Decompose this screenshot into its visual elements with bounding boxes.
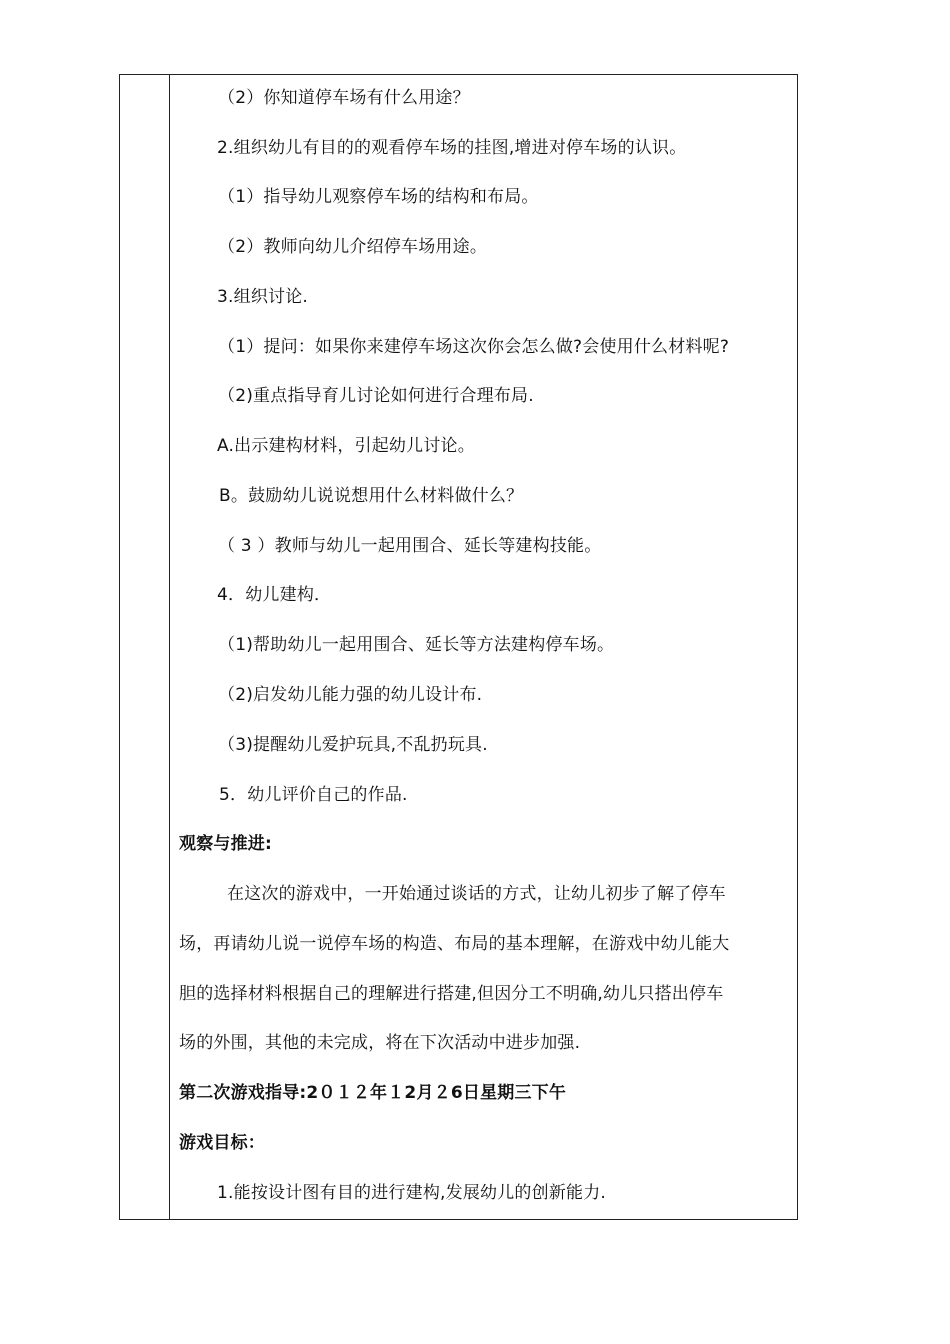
text-line: （3)提醒幼儿爱护玩具,不乱扔玩具.	[218, 735, 488, 755]
text-line: （2）教师向幼儿介绍停车场用途。	[218, 237, 488, 257]
text-line: B。鼓励幼儿说说想用什么材料做什么？	[219, 486, 524, 506]
text-line: （1）提问：如果你来建停车场这次你会怎么做?会使用什么材料呢?	[218, 337, 730, 357]
section-heading: 观察与推进:	[179, 834, 272, 854]
text-line: 3.组织讨论.	[217, 287, 309, 307]
text-line: （1）指导幼儿观察停车场的结构和布局。	[218, 187, 539, 207]
section-heading: 游戏目标：	[179, 1133, 265, 1153]
text-line: （2）你知道停车场有什么用途？	[218, 88, 470, 108]
section-heading: 第二次游戏指导:2０１２年１2月２6日星期三下午	[179, 1083, 567, 1103]
text-line: 5．幼儿评价自己的作品.	[219, 785, 408, 805]
text-line: 1.能按设计图有目的进行建构,发展幼儿的创新能力.	[217, 1183, 607, 1203]
paragraph-line: 场的外围，其他的未完成，将在下次活动中进步加强.	[179, 1033, 581, 1053]
text-line: （2)启发幼儿能力强的幼儿设计布.	[218, 685, 483, 705]
column-divider	[169, 74, 170, 1220]
text-line: （1)帮助幼儿一起用围合、延长等方法建构停车场。	[218, 635, 615, 655]
paragraph-line: 胆的选择材料根据自己的理解进行搭建,但因分工不明确,幼儿只搭出停车	[179, 984, 724, 1004]
text-line: （ 3 ）教师与幼儿一起用围合、延长等建构技能。	[218, 536, 602, 556]
text-line: A.出示建构材料，引起幼儿讨论。	[217, 436, 475, 456]
text-line: （2)重点指导育儿讨论如何进行合理布局.	[218, 386, 534, 406]
paragraph-line: 在这次的游戏中，一开始通过谈话的方式，让幼儿初步了解了停车	[227, 884, 726, 904]
text-line: 4．幼儿建构．	[217, 585, 332, 605]
text-line: 2.组织幼儿有目的的观看停车场的挂图,增进对停车场的认识。	[217, 138, 687, 158]
paragraph-line: 场，再请幼儿说一说停车场的构造、布局的基本理解，在游戏中幼儿能大	[179, 934, 730, 954]
